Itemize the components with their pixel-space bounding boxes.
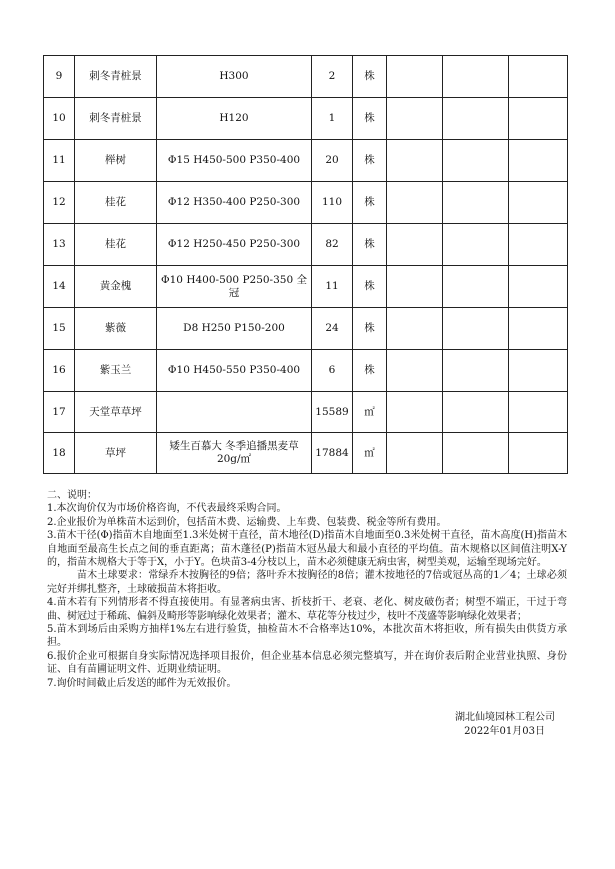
cell-spec: H120 xyxy=(157,98,312,140)
cell-spec xyxy=(157,392,312,433)
cell-name: 榉树 xyxy=(75,140,157,182)
cell-name: 刺冬青桩景 xyxy=(75,56,157,98)
cell-blank xyxy=(443,98,509,140)
cell-qty: 82 xyxy=(312,224,353,266)
cell-name: 桂花 xyxy=(75,182,157,224)
cell-unit: ㎡ xyxy=(353,433,387,474)
table-row xyxy=(44,392,568,433)
cell-qty: 2 xyxy=(312,56,353,98)
cell-blank xyxy=(509,182,568,224)
table-body xyxy=(44,56,568,474)
cell-no: 14 xyxy=(44,266,75,308)
notes-heading: 二、说明： xyxy=(47,490,97,501)
cell-name: 紫玉兰 xyxy=(75,350,157,392)
cell-qty: 24 xyxy=(312,308,353,350)
cell-no: 13 xyxy=(44,224,75,266)
cell-spec: H300 xyxy=(157,56,312,98)
table-row xyxy=(44,350,568,392)
table-row xyxy=(44,140,568,182)
cell-no: 9 xyxy=(44,56,75,98)
cell-blank xyxy=(509,266,568,308)
cell-blank xyxy=(509,433,568,474)
issue-date: 2022年01月03日 xyxy=(464,726,545,737)
cell-name: 黄金槐 xyxy=(75,266,157,308)
cell-qty: 1 xyxy=(312,98,353,140)
cell-name: 刺冬青桩景 xyxy=(75,98,157,140)
note-item-2: 2.企业报价为单株苗木运到价，包括苗木费、运输费、上车费、包装费、税金等所有费用。 xyxy=(47,516,447,528)
cell-no: 10 xyxy=(44,98,75,140)
cell-blank xyxy=(387,308,443,350)
table-row xyxy=(44,433,568,474)
cell-qty: 11 xyxy=(312,266,353,308)
cell-blank xyxy=(509,56,568,98)
cell-no: 12 xyxy=(44,182,75,224)
cell-blank xyxy=(443,308,509,350)
cell-no: 15 xyxy=(44,308,75,350)
cell-unit: 株 xyxy=(353,56,387,98)
cell-blank xyxy=(509,140,568,182)
cell-unit: 株 xyxy=(353,98,387,140)
cell-no: 11 xyxy=(44,140,75,182)
cell-blank xyxy=(443,392,509,433)
company-name: 湖北仙境园林工程公司 xyxy=(455,712,555,723)
cell-qty: 17884 xyxy=(312,433,353,474)
cell-blank xyxy=(387,266,443,308)
cell-spec: Φ10 H400-500 P250-350 全冠 xyxy=(157,266,312,308)
cell-blank xyxy=(387,350,443,392)
cell-unit: ㎡ xyxy=(353,392,387,433)
note-item-1: 1.本次询价仅为市场价格咨询，不代表最终采购合同。 xyxy=(47,503,287,515)
cell-blank xyxy=(387,98,443,140)
cell-blank xyxy=(443,140,509,182)
cell-blank xyxy=(509,224,568,266)
cell-qty: 20 xyxy=(312,140,353,182)
cell-qty: 110 xyxy=(312,182,353,224)
cell-blank xyxy=(387,56,443,98)
table-row xyxy=(44,266,568,308)
note-item-4: 4.苗木若有下列情形者不得直接使用。有显著病虫害、折枝折干、老衰、老化、树皮破伤者；树型不端正，干过于弯曲、树冠过于稀疏、偏斜及畸形等影响绿化效果者；灌木、草花等分枝过少，枝叶不茂盛等影响绿化效果者； xyxy=(47,597,567,622)
cell-spec: Φ12 H250-450 P250-300 xyxy=(157,224,312,266)
cell-blank xyxy=(443,350,509,392)
table-row xyxy=(44,308,568,350)
cell-blank xyxy=(443,224,509,266)
note-root-ball: 苗木土球要求：常绿乔木按胸径的9倍；落叶乔木按胸径的8倍；灌木按地径的7倍或冠丛高的1／4；土球必须完好并绑扎整齐，土球破损苗木将拒收。 xyxy=(47,570,567,595)
note-item-6: 6.报价企业可根据自身实际情况选择项目报价，但企业基本信息必须完整填写，并在询价表后附企业营业执照、身份证、自有苗圃证明文件、近期业绩证明。 xyxy=(47,650,567,676)
cell-name: 紫薇 xyxy=(75,308,157,350)
cell-qty: 15589 xyxy=(312,392,353,433)
cell-no: 16 xyxy=(44,350,75,392)
cell-blank xyxy=(443,433,509,474)
cell-spec: Φ10 H450-550 P350-400 xyxy=(157,350,312,392)
note-item-7: 7.询价时间截止后发送的邮件为无效报价。 xyxy=(47,677,237,689)
cell-unit: 株 xyxy=(353,224,387,266)
cell-spec: D8 H250 P150-200 xyxy=(157,308,312,350)
cell-name: 草坪 xyxy=(75,433,157,474)
cell-name: 桂花 xyxy=(75,224,157,266)
table-row xyxy=(44,224,568,266)
cell-unit: 株 xyxy=(353,266,387,308)
cell-unit: 株 xyxy=(353,308,387,350)
table-row xyxy=(44,98,568,140)
cell-spec: Φ12 H350-400 P250-300 xyxy=(157,182,312,224)
cell-spec: Φ15 H450-500 P350-400 xyxy=(157,140,312,182)
cell-blank xyxy=(443,182,509,224)
cell-name: 天堂草草坪 xyxy=(75,392,157,433)
table-row xyxy=(44,182,568,224)
notes-section xyxy=(47,489,567,690)
cell-spec: 矮生百慕大 冬季追播黑麦草20g/㎡ xyxy=(157,433,312,474)
cell-blank xyxy=(387,433,443,474)
cell-unit: 株 xyxy=(353,140,387,182)
cell-blank xyxy=(509,308,568,350)
cell-unit: 株 xyxy=(353,182,387,224)
note-item-3: 3.苗木干径(Φ)指苗木自地面至1.3米处树干直径，苗木地径(D)指苗木自地面至0.3米处树干直径，苗木高度(H)指苗木自地面至最高生长点之间的垂直距离；苗木蓬径(P)指苗木冠丛最大和最小直径的平均值。苗木规格以区间值注明X-Y的，指苗木规格大于等于X，小于Y。色块苗3-4分枝以上，苗木必须健康无病虫害，树型美观，运输至现场完好。 xyxy=(47,530,567,569)
cell-blank xyxy=(509,98,568,140)
cell-blank xyxy=(509,392,568,433)
cell-blank xyxy=(509,350,568,392)
note-item-5: 5.苗木到场后由采购方抽样1%左右进行验货，抽检苗木不合格率达10%，本批次苗木将拒收，所有损失由供货方承担。 xyxy=(47,624,567,649)
cell-blank xyxy=(387,224,443,266)
cell-blank xyxy=(443,56,509,98)
cell-unit: 株 xyxy=(353,350,387,392)
cell-blank xyxy=(387,182,443,224)
cell-qty: 6 xyxy=(312,350,353,392)
cell-no: 18 xyxy=(44,433,75,474)
cell-blank xyxy=(387,392,443,433)
cell-no: 17 xyxy=(44,392,75,433)
cell-blank xyxy=(387,140,443,182)
cell-blank xyxy=(443,266,509,308)
price-table xyxy=(43,55,568,474)
table-row xyxy=(44,56,568,98)
